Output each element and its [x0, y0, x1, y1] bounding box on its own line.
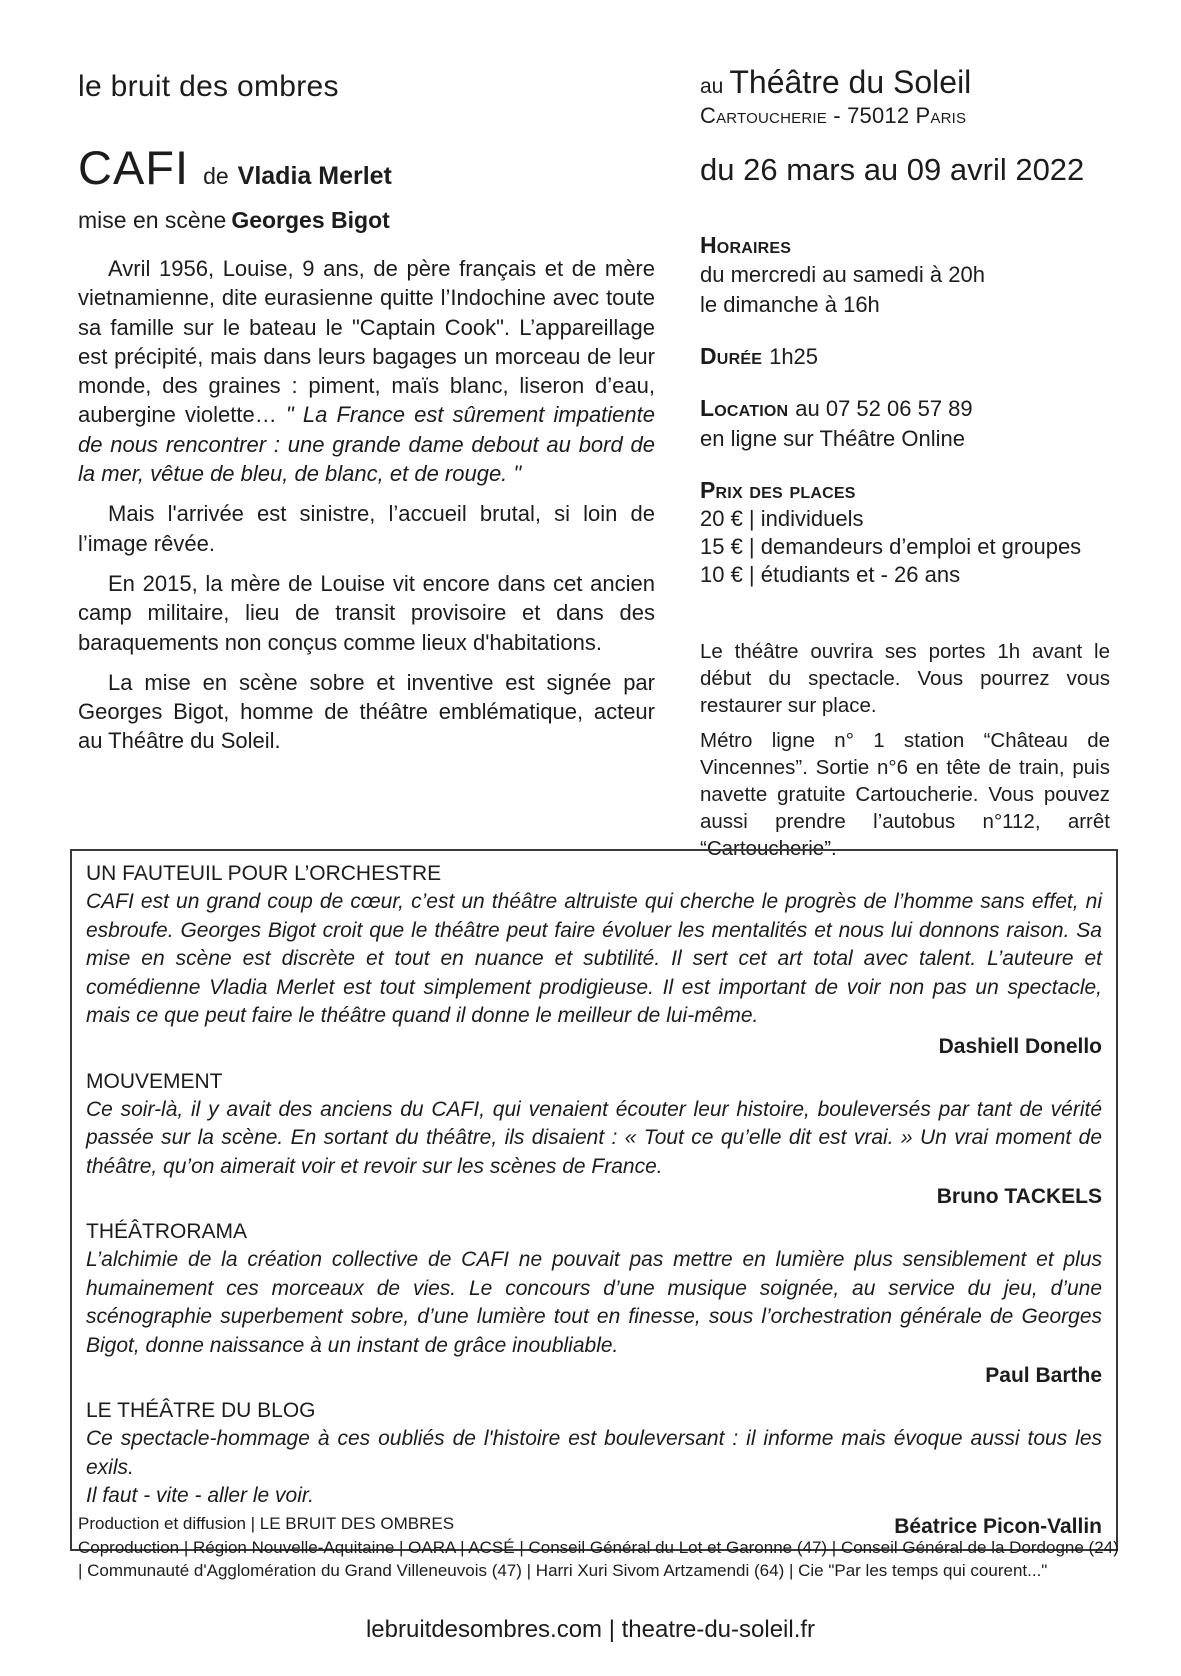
duree-value: 1h25 [769, 344, 819, 369]
location-line [700, 393, 1110, 424]
review-quote: CAFI est un grand coup de cœur, c’est un théâtre altruiste qui cherche le progrès de l’homme sans effet, ni esbroufe. Georges Bigot croit que le théâtre peut faire évoluer les mentalités et nous lui donnons raison. Sa mise en scène est discrète et tout en nuance et subtilité. Il sert cet art total avec talent. L’auteure et comédienne Vladia Merlet est tout simplement prodigieuse. Il est important de voir non pas un spectacle, mais ce que peut faire le théâtre quand il donne le meilleur de lui-même. [86, 890, 1102, 1027]
access-note: Métro ligne n° 1 station “Château de Vincennes”. Sortie n°6 en tête de train, puis navette gratuite Cartoucherie. Vous pouvez aussi prendre l’autobus n°112, arrêt “Cartoucherie”. [700, 729, 1110, 860]
horaires-heading: Horaires [700, 232, 792, 258]
review-source: MOUVEMENT [86, 1069, 223, 1093]
horaires-line: du mercredi au samedi à 20h [700, 262, 985, 287]
review-quote: Ce spectacle-hommage à ces oubliés de l'histoire est bouleversant : il informe mais évoque aussi tous les exils. [86, 1427, 1102, 1479]
price-item: 15 € | demandeurs d’emploi et groupes [700, 534, 1082, 559]
credits-production-line: Production et diffusion | LE BRUIT DES OMBRES [78, 1514, 455, 1533]
show-title: CAFI [78, 141, 190, 194]
review-quote: L’alchimie de la création collective de CAFI ne pouvait pas mettre en lumière plus sensiblement et plus humainement ces morceaux de vies. Le concours d’une musique soignée, au service du jeu, d’une scénographie superbement sobre, d’une lumière tout en finesse, sous l’orchestration générale de Georges Bigot, donne naissance à un instant de grâce inoubliable. [86, 1248, 1102, 1357]
review-source: LE THÉÂTRE DU BLOG [86, 1399, 316, 1422]
synopsis-paragraph [78, 254, 655, 488]
practical-info-column [700, 230, 1110, 870]
review-quote-line2: Il faut - vite - aller le voir. [86, 1484, 314, 1507]
duree-line [700, 341, 1110, 372]
title-line [78, 140, 392, 195]
location-value: au 07 52 06 57 89 [795, 396, 973, 421]
review-author: Dashiell Donello [938, 1034, 1102, 1058]
venue-name: Théâtre du Soleil [729, 64, 972, 100]
synopsis-quote-italic: " La France est sûrement impatiente de nous rencontrer : une grande dame debout au bord de la mer, vêtue de bleu, de blanc, et de rouge. " [78, 402, 655, 487]
venue-line [700, 64, 971, 101]
location-online-line: en ligne sur Théâtre Online [700, 426, 965, 451]
review-author: Paul Barthe [985, 1364, 1102, 1387]
director-line [78, 207, 390, 234]
review-author: Bruno TACKELS [936, 1185, 1102, 1208]
author-prefix: de [203, 163, 229, 189]
author-name: Vladia Merlet [237, 162, 392, 190]
review-block [86, 1218, 1102, 1388]
credits-coproduction-line: Coproduction | Région Nouvelle-Aquitaine | OARA | ACSÉ | Conseil Général du Lot et Garonne (47) | Conseil Général de la Dordogne (24) | Communauté d'Agglomération du Grand Villeneuvois (47) | Harri Xuri Sivom Artzamendi (64) | Cie "Par les temps qui courent..." [78, 1537, 1119, 1580]
opening-note: Le théâtre ouvrira ses portes 1h avant le début du spectacle. Vous pourrez vous restaurer sur place. [700, 640, 1110, 717]
visitor-notes [700, 638, 1110, 862]
duree-label: Durée [700, 343, 763, 369]
production-credits [78, 1512, 1120, 1583]
venue-block [700, 64, 971, 129]
synopsis-text: Avril 1956, Louise, 9 ans, de père français et de mère vietnamienne, dite eurasienne quitte l’Indochine avec toute sa famille sur le bateau le "Captain Cook". L’appareillage est précipité, mais dans leurs bagages un morceau de leur monde, des graines : piment, maïs blanc, liseron d’eau, aubergine violette… [78, 256, 655, 428]
price-item: 10 € | étudiants et - 26 ans [700, 562, 961, 587]
company-name: le bruit des ombres [78, 70, 339, 103]
director-prefix: mise en scène [78, 207, 227, 233]
prix-heading: Prix des places [700, 477, 856, 503]
horaires-line: le dimanche à 16h [700, 292, 880, 317]
director-name: Georges Bigot [231, 207, 390, 233]
review-author: Béatrice Picon-Vallin [894, 1514, 1102, 1538]
review-source: THÉÂTRORAMA [86, 1220, 248, 1243]
synopsis-paragraph: Mais l'arrivée est sinistre, l’accueil brutal, si loin de l’image rêvée. [78, 501, 655, 556]
venue-prefix: au [700, 75, 724, 98]
press-quotes-box [70, 849, 1118, 1551]
review-block [86, 860, 1102, 1059]
show-dates: du 26 mars au 09 avril 2022 [700, 152, 1085, 187]
venue-address: Cartoucherie - 75012 Paris [700, 103, 967, 128]
synopsis-paragraph: La mise en scène sobre et inventive est signée par Georges Bigot, homme de théâtre emblématique, acteur au Théâtre du Soleil. [78, 669, 655, 754]
synopsis-paragraph: En 2015, la mère de Louise vit encore dans cet ancien camp militaire, lieu de transit provisoire et dans des baraquements non conçus comme lieux d'habitations. [78, 570, 655, 655]
review-quote: Ce soir-là, il y avait des anciens du CAFI, qui venaient écouter leur histoire, bouleversés par tant de vérité passée sur la scène. En sortant du théâtre, ils disaient : « Tout ce qu’elle dit est vrai. » Un vrai moment de théâtre, qu’on aimerait voir et revoir sur les scènes de France. [86, 1097, 1102, 1178]
footer-websites: lebruitdesombres.com | theatre-du-soleil.fr [365, 1616, 816, 1643]
review-block [86, 1068, 1102, 1210]
price-item: 20 € | individuels [700, 506, 864, 531]
synopsis-column [78, 254, 655, 767]
review-source: UN FAUTEUIL POUR L’ORCHESTRE [86, 862, 442, 885]
location-label: Location [700, 395, 789, 421]
